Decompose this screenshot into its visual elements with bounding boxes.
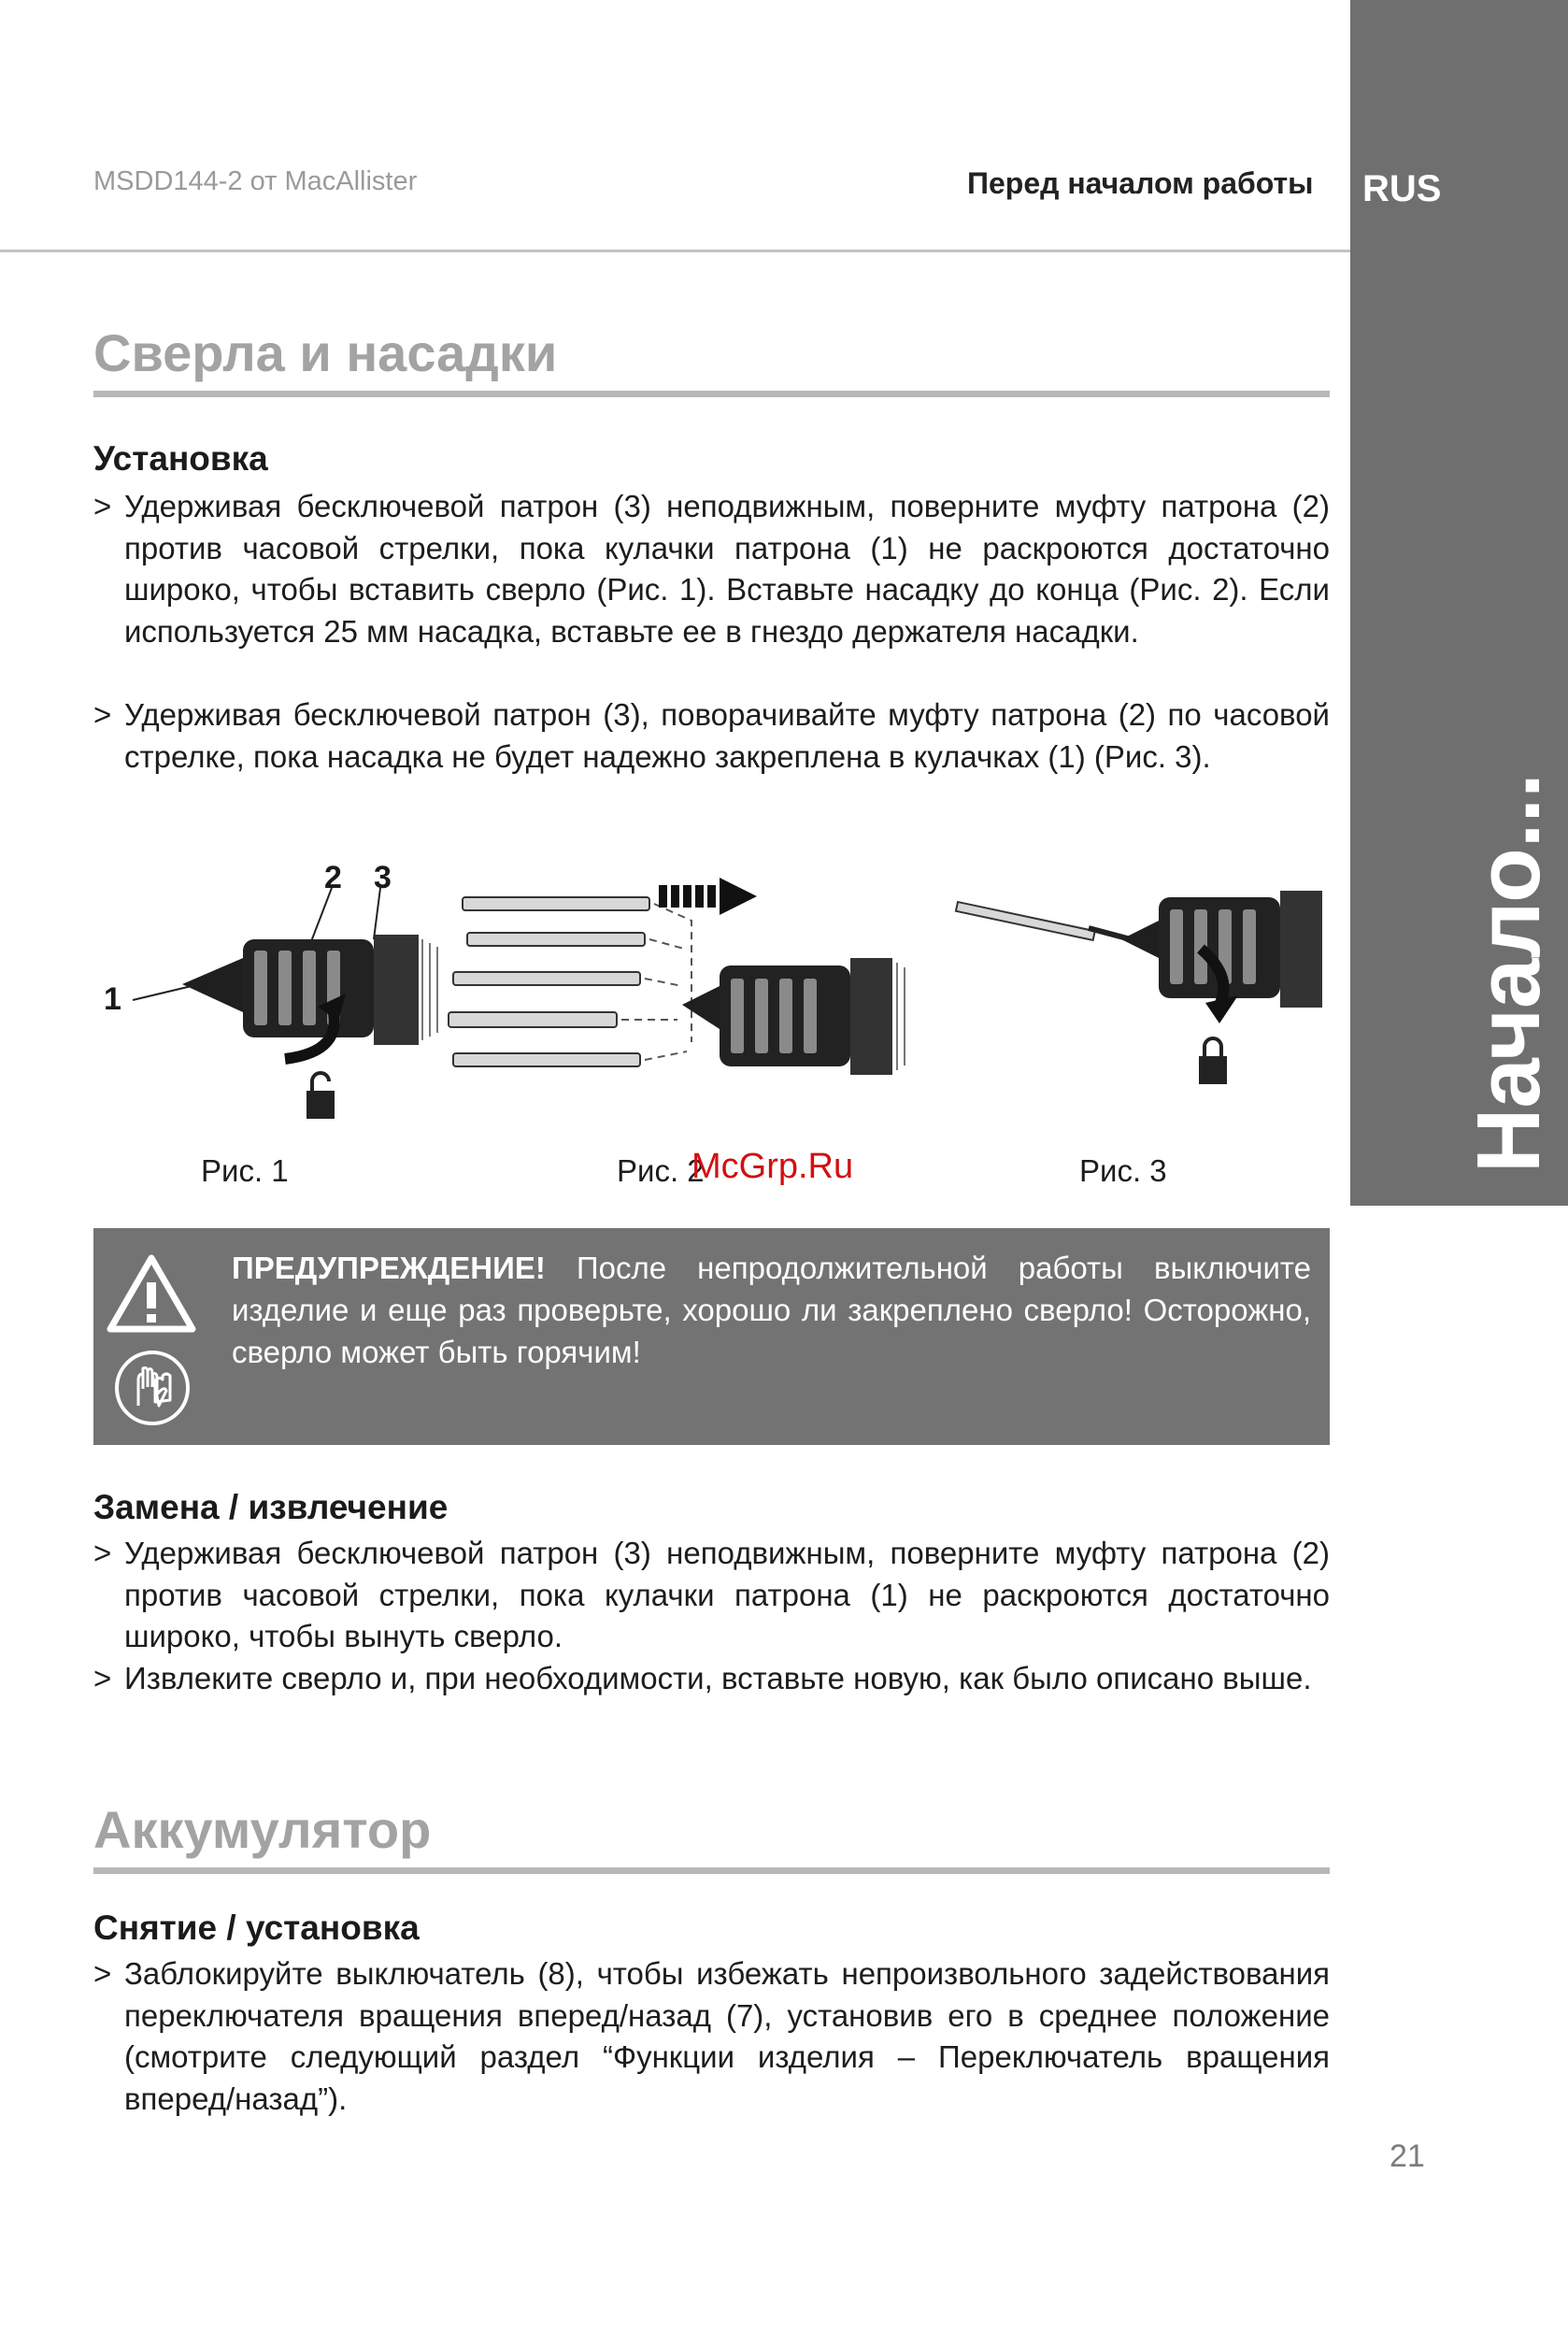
warning-box bbox=[93, 1228, 1330, 1445]
callout-2: 2 bbox=[324, 860, 342, 895]
warning-message: После непродолжительной работы выключите изделие и еще раз проверьте, хорошо ли закреплено сверло! Осторожно, сверло может быть горячим! bbox=[232, 1251, 1312, 1369]
callout-3: 3 bbox=[374, 860, 392, 895]
subheading-replace: Замена / извлечение bbox=[93, 1488, 449, 1526]
figure-1-illustration bbox=[133, 888, 437, 1119]
header-title: Перед началом работы bbox=[967, 166, 1314, 200]
bullet-marker: > bbox=[93, 1661, 112, 1695]
document-id: MSDD144-2 от MacAllister bbox=[93, 166, 418, 196]
bullet-marker: > bbox=[93, 489, 112, 523]
section-title-drills: Сверла и насадки bbox=[93, 323, 558, 382]
header-divider bbox=[0, 250, 1350, 252]
replace-step-1 bbox=[93, 1533, 1330, 1658]
section-divider bbox=[93, 1867, 1330, 1874]
side-tab-title: Начало... bbox=[1459, 773, 1559, 1173]
bullet-marker: > bbox=[93, 697, 112, 732]
subheading-install: Установка bbox=[93, 439, 268, 478]
warning-triangle-icon bbox=[105, 1252, 198, 1337]
warning-label: ПРЕДУПРЕЖДЕНИЕ! bbox=[232, 1251, 546, 1285]
figure-1-caption: Рис. 1 bbox=[201, 1153, 289, 1188]
install-step-1 bbox=[93, 486, 1330, 652]
figure-3-illustration bbox=[956, 891, 1322, 1084]
subheading-remove-install: Снятие / установка bbox=[93, 1909, 420, 1947]
bullet-marker: > bbox=[93, 1956, 112, 1991]
bullet-text: Извлеките сверло и, при необходимости, вставьте новую, как было описано выше. bbox=[124, 1661, 1312, 1695]
page-number: 21 bbox=[1390, 2138, 1425, 2174]
figure-3-caption: Рис. 3 bbox=[1079, 1153, 1167, 1188]
callout-1: 1 bbox=[104, 981, 121, 1017]
gloves-icon bbox=[112, 1348, 192, 1428]
bullet-marker: > bbox=[93, 1536, 112, 1570]
bullet-text: Заблокируйте выключатель (8), чтобы избежать непроизвольного задействования переключателя вращения вперед/назад (7), установив его в среднее положение (смотрите следующий раздел “Функции изделия – Переключатель вращения вперед/назад”). bbox=[124, 1956, 1330, 2116]
battery-step-1 bbox=[93, 1953, 1330, 2120]
install-step-2 bbox=[93, 694, 1330, 778]
replace-step-2 bbox=[93, 1658, 1330, 1700]
warning-text bbox=[232, 1247, 1311, 1373]
section-divider bbox=[93, 391, 1330, 397]
watermark: McGrp.Ru bbox=[691, 1147, 854, 1186]
section-title-battery: Аккумулятор bbox=[93, 1800, 432, 1859]
figure-2-illustration bbox=[449, 878, 905, 1075]
figure-2-caption: Рис. 2 bbox=[617, 1153, 705, 1188]
bullet-text: Удерживая бесключевой патрон (3), поворачивайте муфту патрона (2) по часовой стрелке, пока насадка не будет надежно закреплена в кулачках (1) (Рис. 3). bbox=[124, 697, 1330, 774]
bullet-text: Удерживая бесключевой патрон (3) неподвижным, поверните муфту патрона (2) против часовой стрелки, пока кулачки патрона (1) не раскроются достаточно широко, чтобы вставить сверло (Рис. 1). Вставьте насадку до конца (Рис. 2). Если используется 25 мм насадка, вставьте ее в гнездо держателя насадки. bbox=[124, 489, 1330, 649]
bullet-text: Удерживая бесключевой патрон (3) неподвижным, поверните муфту патрона (2) против часовой стрелки, пока кулачки патрона (1) не раскроются достаточно широко, чтобы вынуть сверло. bbox=[124, 1536, 1330, 1653]
figure-strip bbox=[93, 846, 1330, 1145]
language-label: RUS bbox=[1362, 168, 1442, 209]
